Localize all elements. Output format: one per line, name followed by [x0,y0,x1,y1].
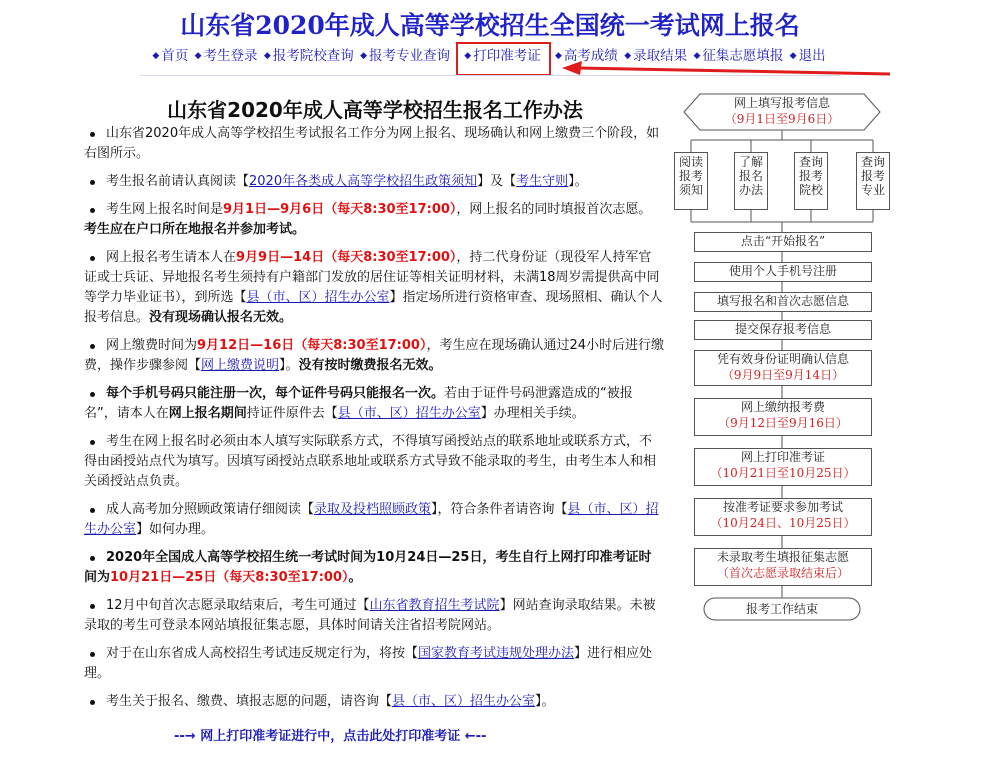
policy-link[interactable]: 2020年各类成人高等学校招生政策须知 [249,174,478,189]
list-item: 网上报名考生请本人在9月9日—14日（每天8:30至17:00），持二代身份证（现役军人持军官证或士兵证、异地报名考生须持有户籍部门发放的居住证等相关证明材料，未满18周岁需提供高中同等学力毕业证书），到所选【县（市、区）招生办公室】指定场所进行资格审查、现场照相、确认个人报考信息。没有现场确认报名无效。 [84,250,663,325]
payment-guide-link[interactable]: 网上缴费说明 [201,358,280,373]
bullet-icon: ◆ [789,51,797,61]
exam-institute-link[interactable]: 山东省教育招生考试院 [369,598,500,613]
list-item: 考生报名前请认真阅读【2020年各类成人高等学校招生政策须知】及【考生守则】。 [84,172,664,192]
flow-end: 报考工作结束 [745,602,818,616]
flow-step: 凭有效身份证明确认信息 （9月9日至9月14日） [694,350,872,386]
bullet-icon: ◆ [263,51,271,61]
list-item: 每个手机号码只能注册一次，每个证件号码只能报名一次。若由于证件号码泄露造成的“被报名”，请本人在网上报名期间持证件原件去【县（市、区）招生办公室】办理相关手续。 [84,386,633,421]
list-item: 12月中旬首次志愿录取结束后，考生可通过【山东省教育招生考试院】网站查询录取结果。未被录取的考生可登录本网站填报征集志愿，具体时间请关注省招考院网站。 [84,598,656,633]
list-item: 山东省2020年成人高等学校招生考试报名工作分为网上报名、现场确认和网上缴费三个阶段，如右图所示。 [84,126,660,161]
flow-read-notice: 阅读 报考 须知 [674,152,708,210]
nav-login[interactable]: 考生登录 [203,48,258,64]
county-office-link[interactable]: 县（市、区）招生办公室 [337,406,481,421]
flow-query-major: 查询 报考 专业 [856,152,890,210]
annotation-arrow-icon [560,58,895,82]
bullet-icon: ◆ [555,51,562,61]
county-office-link[interactable]: 县（市、区）招生办公室 [246,290,390,305]
bonus-policy-link[interactable]: 录取及投档照顾政策 [314,502,432,517]
list-item: 考生网上报名时间是9月1日—9月6日（每天8:30至17:00），网上报名的同时填报首次志愿。考生应在户口所在地报名并参加考试。 [84,202,652,237]
bullet-icon: ◆ [624,51,632,61]
nav-home[interactable]: 首页 [161,48,189,64]
list-item: 对于在山东省成人高校招生考试违反规定行为，将按【国家教育考试违规处理办法】进行相应处理。 [84,646,653,681]
list-item: 2020年全国成人高等学校招生统一考试时间为10月24日—25日，考生自行上网打印准考证时间为10月21日—25日（每天8:30至17:00）。 [84,550,652,585]
nav-scores[interactable]: 高考成绩 [563,48,618,64]
divider [140,75,840,76]
nav-print-ticket[interactable]: 打印准考证 [473,48,541,64]
list-item: 成人高考加分照顾政策请仔细阅读【录取及投档照顾政策】，符合条件者请咨询【县（市、区）招生办公室】如何办理。 [84,502,659,537]
rules-link[interactable]: 考生守则 [516,174,569,189]
nav-supplementary[interactable]: 征集志愿填报 [702,48,784,64]
nav-logout[interactable]: 退出 [798,48,826,64]
county-office-link[interactable]: 县（市、区）招生办公室 [392,694,536,709]
list-item: 考生在网上报名时必须由本人填写实际联系方式，不得填写函授站点的联系地址或联系方式，不得由函授站点代为填写。因填写函授站点联系地址或联系方式导致不能录取的考生，由考生本人和相关函授站点负责。 [84,434,657,489]
highlight-box [456,42,550,76]
flow-step: 网上缴纳报考费 （9月12日至9月16日） [694,398,872,436]
violation-rules-link[interactable]: 国家教育考试违规处理办法 [418,646,575,661]
bullet-icon: ◆ [194,51,202,61]
flow-step: 使用个人手机号注册 [694,262,872,282]
bullet-icon: ◆ [152,51,160,61]
bullet-icon: ◆ [693,51,701,61]
flow-learn-method: 了解 报名 办法 [734,152,768,210]
nav-admission-result[interactable]: 录取结果 [633,48,688,64]
flow-start: 网上填写报考信息 （9月1日至9月6日） [724,96,840,126]
instruction-list [84,124,664,720]
nav-school-query[interactable]: 报考院校查询 [272,48,354,64]
flow-step: 点击“开始报名” [694,232,872,252]
page-title: 山东省2020年成人高等学校招生全国统一考试网上报名 [180,11,800,40]
flow-step: 网上打印准考证 （10月21日至10月25日） [694,448,872,486]
flowchart [670,92,890,632]
list-item: 考生关于报名、缴费、填报志愿的问题，请咨询【县（市、区）招生办公室】。 [84,692,664,712]
list-item: 网上缴费时间为9月12日—16日（每天8:30至17:00），考生应在现场确认通过24小时后进行缴费，操作步骤参阅【网上缴费说明】。没有按时缴费报名无效。 [84,338,665,373]
flow-step: 未录取考生填报征集志愿 （首次志愿录取结束后） [694,548,872,586]
flow-step: 按准考证要求参加考试 （10月24日、10月25日） [694,498,872,536]
county-office-link[interactable]: 县（市、区）招生办公室 [84,502,659,537]
bullet-icon: ◆ [464,51,472,61]
print-ticket-link[interactable]: --→ 网上打印准考证进行中，点击此处打印准考证 ←-- [174,729,487,744]
flow-step: 填写报名和首次志愿信息 [694,292,872,312]
flow-step: 提交保存报考信息 [694,320,872,340]
nav-major-query[interactable]: 报考专业查询 [368,48,450,64]
bullet-icon: ◆ [360,51,367,61]
flow-query-school: 查询 报考 院校 [794,152,828,210]
section-heading: 山东省2020年成人高等学校招生报名工作办法 [167,98,583,122]
